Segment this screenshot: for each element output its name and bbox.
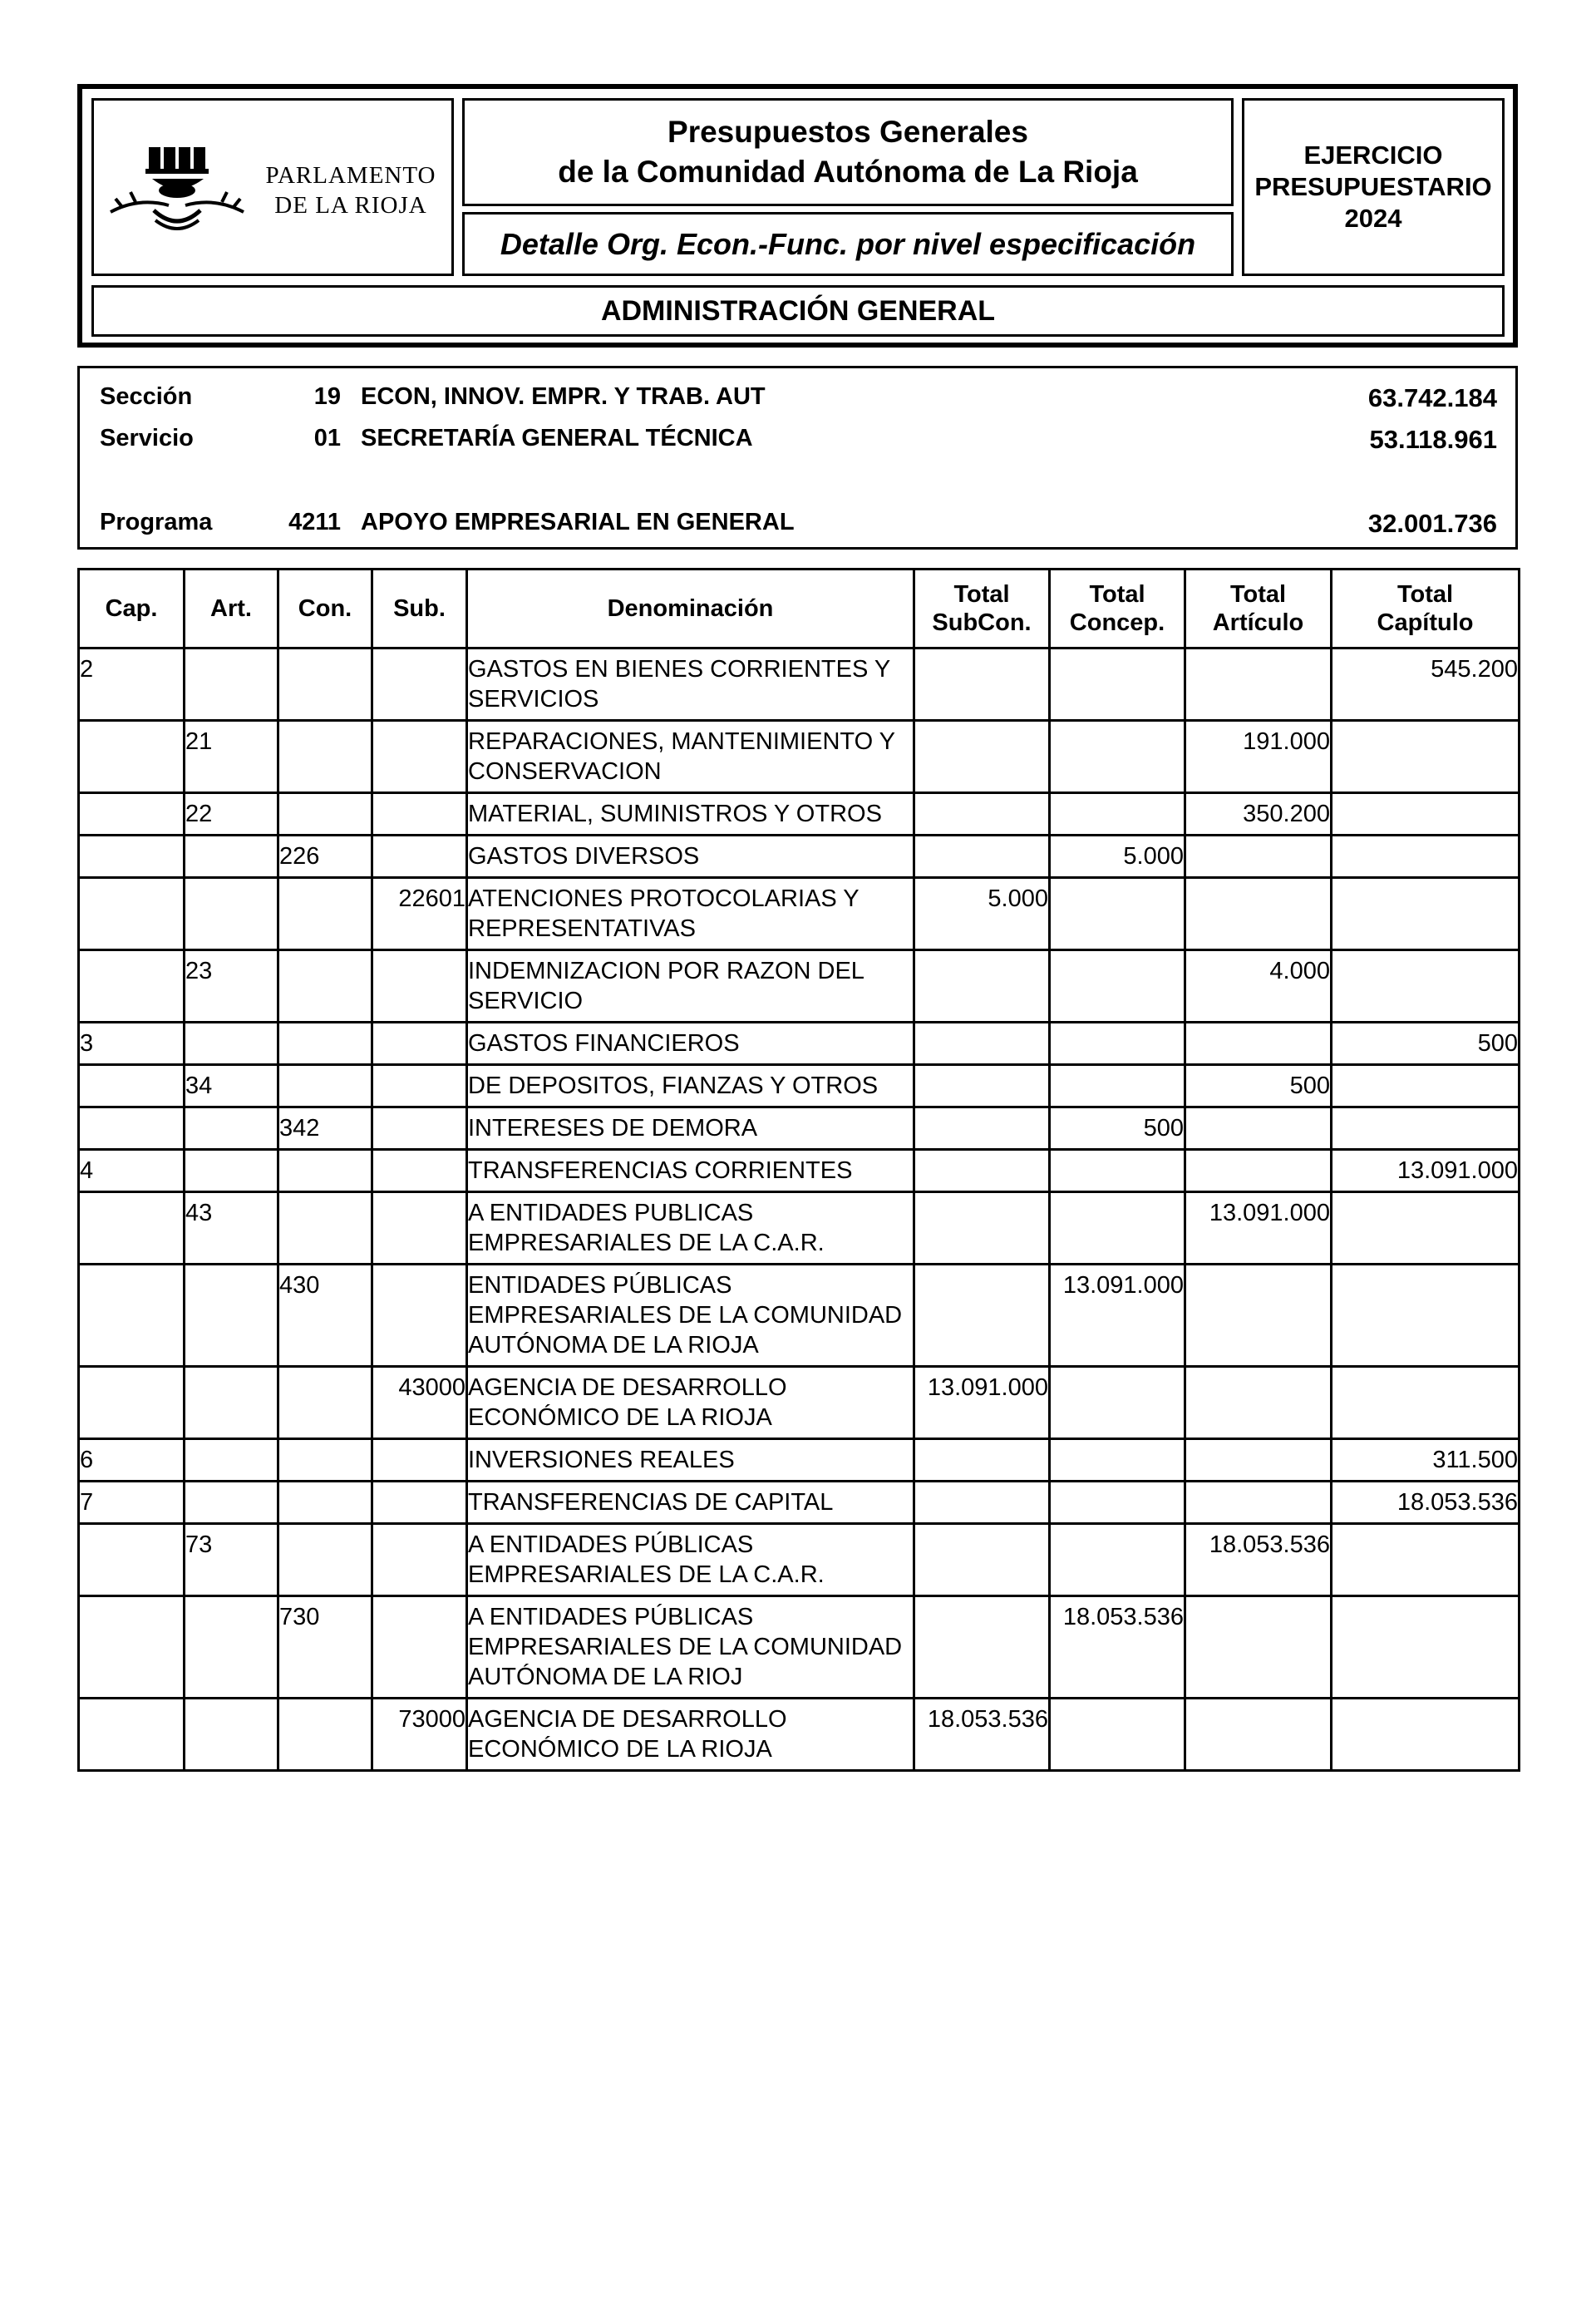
cell-total-concep <box>1050 1023 1185 1065</box>
cell-denominacion: GASTOS EN BIENES CORRIENTES Y SERVICIOS <box>467 649 914 721</box>
cell-con <box>278 1482 372 1524</box>
document-header <box>77 84 1518 348</box>
cell-denominacion: AGENCIA DE DESARROLLO ECONÓMICO DE LA RIOJA <box>467 1367 914 1439</box>
cell-total-articulo <box>1185 1107 1332 1150</box>
cell-art: 23 <box>185 950 278 1023</box>
logo-line-2: DE LA RIOJA <box>274 192 427 219</box>
cell-sub <box>372 1065 467 1107</box>
document-subtitle: Detalle Org. Econ.-Func. por nivel especificación <box>462 212 1234 276</box>
title-line-1: Presupuestos Generales <box>667 115 1028 149</box>
cell-total-subcon <box>914 1023 1050 1065</box>
cell-sub: 22601 <box>372 878 467 950</box>
cell-total-subcon <box>914 721 1050 793</box>
cell-art <box>185 1367 278 1439</box>
cell-total-articulo <box>1185 1367 1332 1439</box>
presupuestario-label: PRESUPUESTARIO <box>1254 172 1492 201</box>
cell-total-subcon <box>914 1482 1050 1524</box>
col-header-total-subcon <box>914 570 1050 649</box>
header-line: Total <box>1089 581 1145 608</box>
programa-label: Programa <box>100 509 213 535</box>
cell-cap <box>79 1524 185 1596</box>
cell-total-capitulo <box>1332 878 1520 950</box>
cell-art <box>185 1265 278 1367</box>
col-header-total-capitulo <box>1332 570 1520 649</box>
cell-art: 43 <box>185 1192 278 1265</box>
cell-total-subcon <box>914 649 1050 721</box>
cell-sub <box>372 1596 467 1699</box>
cell-denominacion: A ENTIDADES PÚBLICAS EMPRESARIALES DE LA COMUNIDAD AUTÓNOMA DE LA RIOJ <box>467 1596 914 1699</box>
cell-art <box>185 1596 278 1699</box>
cell-sub <box>372 1524 467 1596</box>
programa-row <box>80 509 1515 542</box>
header-line: Total <box>1396 581 1454 608</box>
col-header-cap: Cap. <box>79 570 185 649</box>
cell-cap <box>79 721 185 793</box>
cell-total-capitulo <box>1332 793 1520 836</box>
cell-art: 22 <box>185 793 278 836</box>
cell-con <box>278 1439 372 1482</box>
cell-cap: 4 <box>79 1150 185 1192</box>
cell-art <box>185 836 278 878</box>
cell-denominacion: TRANSFERENCIAS DE CAPITAL <box>467 1482 914 1524</box>
table-row <box>79 1023 1520 1065</box>
cell-sub: 73000 <box>372 1699 467 1771</box>
cell-total-capitulo <box>1332 1192 1520 1265</box>
cell-total-concep: 18.053.536 <box>1050 1596 1185 1699</box>
cell-denominacion: A ENTIDADES PÚBLICAS EMPRESARIALES DE LA C.A.R. <box>467 1524 914 1596</box>
cell-art <box>185 1699 278 1771</box>
cell-con: 730 <box>278 1596 372 1699</box>
cell-sub <box>372 721 467 793</box>
cell-cap <box>79 1699 185 1771</box>
cell-art <box>185 1023 278 1065</box>
cell-total-capitulo <box>1332 721 1520 793</box>
cell-total-articulo <box>1185 1699 1332 1771</box>
cell-total-concep <box>1050 1439 1185 1482</box>
cell-sub <box>372 1150 467 1192</box>
cell-total-capitulo: 18.053.536 <box>1332 1482 1520 1524</box>
cell-total-capitulo: 311.500 <box>1332 1439 1520 1482</box>
cell-total-subcon: 18.053.536 <box>914 1699 1050 1771</box>
cell-total-capitulo <box>1332 1596 1520 1699</box>
cell-cap <box>79 793 185 836</box>
cell-sub <box>372 1192 467 1265</box>
cell-art <box>185 1439 278 1482</box>
servicio-code: 01 <box>313 425 341 451</box>
cell-total-capitulo <box>1332 1367 1520 1439</box>
cell-total-capitulo <box>1332 1265 1520 1367</box>
cell-denominacion: A ENTIDADES PUBLICAS EMPRESARIALES DE LA C.A.R. <box>467 1192 914 1265</box>
cell-con <box>278 1192 372 1265</box>
table-row <box>79 950 1520 1023</box>
organizational-info <box>77 366 1518 550</box>
cell-sub <box>372 836 467 878</box>
table-row <box>79 1265 1520 1367</box>
cell-total-subcon <box>914 950 1050 1023</box>
cell-con: 342 <box>278 1107 372 1150</box>
logo-line-1: PARLAMENTO <box>265 162 436 189</box>
cell-art <box>185 649 278 721</box>
cell-total-subcon <box>914 1065 1050 1107</box>
cell-total-concep: 5.000 <box>1050 836 1185 878</box>
cell-total-concep <box>1050 1699 1185 1771</box>
cell-total-capitulo: 500 <box>1332 1023 1520 1065</box>
cell-total-concep <box>1050 1192 1185 1265</box>
cell-denominacion: MATERIAL, SUMINISTROS Y OTROS <box>467 793 914 836</box>
cell-total-capitulo: 545.200 <box>1332 649 1520 721</box>
cell-total-articulo <box>1185 1023 1332 1065</box>
programa-amount: 32.001.736 <box>1367 509 1497 538</box>
cell-total-concep <box>1050 1524 1185 1596</box>
cell-denominacion: INVERSIONES REALES <box>467 1439 914 1482</box>
col-header-denominacion: Denominación <box>467 570 914 649</box>
cell-art <box>185 1482 278 1524</box>
programa-name: APOYO EMPRESARIAL EN GENERAL <box>361 509 795 535</box>
cell-con <box>278 1524 372 1596</box>
cell-total-capitulo <box>1332 836 1520 878</box>
cell-con: 430 <box>278 1265 372 1367</box>
cell-denominacion: INTERESES DE DEMORA <box>467 1107 914 1150</box>
ejercicio-label: EJERCICIO <box>1303 141 1443 170</box>
col-header-total-articulo <box>1185 570 1332 649</box>
cell-sub: 43000 <box>372 1367 467 1439</box>
cell-sub <box>372 950 467 1023</box>
cell-art: 73 <box>185 1524 278 1596</box>
cell-total-subcon <box>914 836 1050 878</box>
cell-denominacion: TRANSFERENCIAS CORRIENTES <box>467 1150 914 1192</box>
cell-sub <box>372 1439 467 1482</box>
header-line: Capítulo <box>1377 609 1474 636</box>
cell-total-articulo <box>1185 1596 1332 1699</box>
cell-cap <box>79 1192 185 1265</box>
table-header-row <box>79 570 1520 649</box>
table-row <box>79 1699 1520 1771</box>
cell-total-concep <box>1050 793 1185 836</box>
cell-total-capitulo <box>1332 1107 1520 1150</box>
cell-denominacion: GASTOS DIVERSOS <box>467 836 914 878</box>
seccion-code: 19 <box>313 383 341 410</box>
cell-sub <box>372 1482 467 1524</box>
col-header-sub: Sub. <box>372 570 467 649</box>
cell-con <box>278 1367 372 1439</box>
col-header-con: Con. <box>278 570 372 649</box>
cell-art <box>185 878 278 950</box>
table-row <box>79 721 1520 793</box>
table-row <box>79 1065 1520 1107</box>
cell-total-concep <box>1050 1367 1185 1439</box>
budget-table <box>77 568 1520 1772</box>
cell-total-articulo <box>1185 649 1332 721</box>
title-line-2: de la Comunidad Autónoma de La Rioja <box>558 155 1138 189</box>
cell-total-capitulo <box>1332 1699 1520 1771</box>
cell-total-articulo <box>1185 1265 1332 1367</box>
table-row <box>79 1524 1520 1596</box>
cell-total-concep <box>1050 721 1185 793</box>
col-header-total-concep <box>1050 570 1185 649</box>
cell-cap <box>79 1065 185 1107</box>
cell-sub <box>372 1023 467 1065</box>
table-row <box>79 1367 1520 1439</box>
cell-total-subcon <box>914 793 1050 836</box>
document-title <box>462 98 1234 206</box>
cell-total-articulo: 13.091.000 <box>1185 1192 1332 1265</box>
cell-total-subcon <box>914 1265 1050 1367</box>
cell-sub <box>372 649 467 721</box>
cell-total-articulo <box>1185 1150 1332 1192</box>
table-row <box>79 1482 1520 1524</box>
programa-code: 4211 <box>288 509 341 535</box>
cell-total-capitulo: 13.091.000 <box>1332 1150 1520 1192</box>
table-row <box>79 878 1520 950</box>
table-row <box>79 793 1520 836</box>
cell-con <box>278 649 372 721</box>
header-line: SubCon. <box>932 609 1032 636</box>
cell-cap <box>79 1596 185 1699</box>
cell-con <box>278 793 372 836</box>
cell-denominacion: AGENCIA DE DESARROLLO ECONÓMICO DE LA RIOJA <box>467 1699 914 1771</box>
table-row <box>79 1107 1520 1150</box>
cell-cap <box>79 878 185 950</box>
cell-denominacion: REPARACIONES, MANTENIMIENTO Y CONSERVACION <box>467 721 914 793</box>
cell-cap: 3 <box>79 1023 185 1065</box>
cell-sub <box>372 1265 467 1367</box>
cell-con <box>278 721 372 793</box>
seccion-label: Sección <box>100 383 193 410</box>
table-row <box>79 1596 1520 1699</box>
cell-total-concep <box>1050 649 1185 721</box>
cell-total-concep <box>1050 878 1185 950</box>
cell-con <box>278 1065 372 1107</box>
cell-total-capitulo <box>1332 1065 1520 1107</box>
cell-con: 226 <box>278 836 372 878</box>
cell-con <box>278 1023 372 1065</box>
servicio-row <box>80 425 1515 458</box>
table-row <box>79 836 1520 878</box>
cell-cap: 2 <box>79 649 185 721</box>
cell-cap <box>79 1107 185 1150</box>
cell-total-articulo <box>1185 1482 1332 1524</box>
parliament-logo-box <box>91 98 454 276</box>
cell-art <box>185 1150 278 1192</box>
cell-cap <box>79 950 185 1023</box>
cell-total-capitulo <box>1332 950 1520 1023</box>
cell-total-subcon <box>914 1192 1050 1265</box>
parliament-name <box>255 160 446 220</box>
cell-denominacion: ENTIDADES PÚBLICAS EMPRESARIALES DE LA COMUNIDAD AUTÓNOMA DE LA RIOJA <box>467 1265 914 1367</box>
header-line: Total <box>953 581 1010 608</box>
cell-cap <box>79 836 185 878</box>
cell-art <box>185 1107 278 1150</box>
cell-total-concep <box>1050 1482 1185 1524</box>
cell-total-capitulo <box>1332 1524 1520 1596</box>
table-row <box>79 1192 1520 1265</box>
seccion-row <box>80 383 1515 417</box>
servicio-name: SECRETARÍA GENERAL TÉCNICA <box>361 425 753 451</box>
cell-total-concep <box>1050 1065 1185 1107</box>
header-line: Concep. <box>1069 609 1165 636</box>
section-title: ADMINISTRACIÓN GENERAL <box>91 285 1505 337</box>
table-row <box>79 1439 1520 1482</box>
cell-con <box>278 1699 372 1771</box>
cell-total-concep <box>1050 1150 1185 1192</box>
budget-table-body <box>79 649 1520 1771</box>
cell-total-subcon <box>914 1107 1050 1150</box>
cell-sub <box>372 1107 467 1150</box>
cell-total-subcon <box>914 1524 1050 1596</box>
cell-total-articulo <box>1185 1439 1332 1482</box>
col-header-art: Art. <box>185 570 278 649</box>
cell-total-subcon <box>914 1150 1050 1192</box>
cell-total-subcon <box>914 1596 1050 1699</box>
cell-total-articulo: 4.000 <box>1185 950 1332 1023</box>
parliament-emblem-icon <box>106 139 255 239</box>
cell-cap: 6 <box>79 1439 185 1482</box>
servicio-amount: 53.118.961 <box>1369 425 1497 454</box>
cell-total-subcon <box>914 1439 1050 1482</box>
budget-year: 2024 <box>1344 204 1402 233</box>
cell-denominacion: ATENCIONES PROTOCOLARIAS Y REPRESENTATIVAS <box>467 878 914 950</box>
cell-total-subcon: 13.091.000 <box>914 1367 1050 1439</box>
cell-denominacion: GASTOS FINANCIEROS <box>467 1023 914 1065</box>
cell-sub <box>372 793 467 836</box>
cell-art: 21 <box>185 721 278 793</box>
cell-total-concep: 13.091.000 <box>1050 1265 1185 1367</box>
cell-denominacion: DE DEPOSITOS, FIANZAS Y OTROS <box>467 1065 914 1107</box>
cell-cap <box>79 1367 185 1439</box>
cell-total-articulo: 500 <box>1185 1065 1332 1107</box>
cell-total-articulo <box>1185 836 1332 878</box>
seccion-amount: 63.742.184 <box>1367 383 1497 412</box>
cell-total-articulo <box>1185 878 1332 950</box>
cell-total-articulo: 18.053.536 <box>1185 1524 1332 1596</box>
cell-total-articulo: 350.200 <box>1185 793 1332 836</box>
cell-total-concep <box>1050 950 1185 1023</box>
cell-cap <box>79 1265 185 1367</box>
cell-denominacion: INDEMNIZACION POR RAZON DEL SERVICIO <box>467 950 914 1023</box>
cell-art: 34 <box>185 1065 278 1107</box>
header-line: Artículo <box>1212 609 1304 636</box>
cell-con <box>278 878 372 950</box>
budget-year-box <box>1242 98 1505 276</box>
cell-con <box>278 950 372 1023</box>
header-line: Total <box>1229 581 1287 608</box>
cell-con <box>278 1150 372 1192</box>
table-row <box>79 649 1520 721</box>
cell-total-subcon: 5.000 <box>914 878 1050 950</box>
seccion-name: ECON, INNOV. EMPR. Y TRAB. AUT <box>361 383 766 410</box>
servicio-label: Servicio <box>100 425 194 451</box>
cell-total-articulo: 191.000 <box>1185 721 1332 793</box>
cell-cap: 7 <box>79 1482 185 1524</box>
table-row <box>79 1150 1520 1192</box>
cell-total-concep: 500 <box>1050 1107 1185 1150</box>
